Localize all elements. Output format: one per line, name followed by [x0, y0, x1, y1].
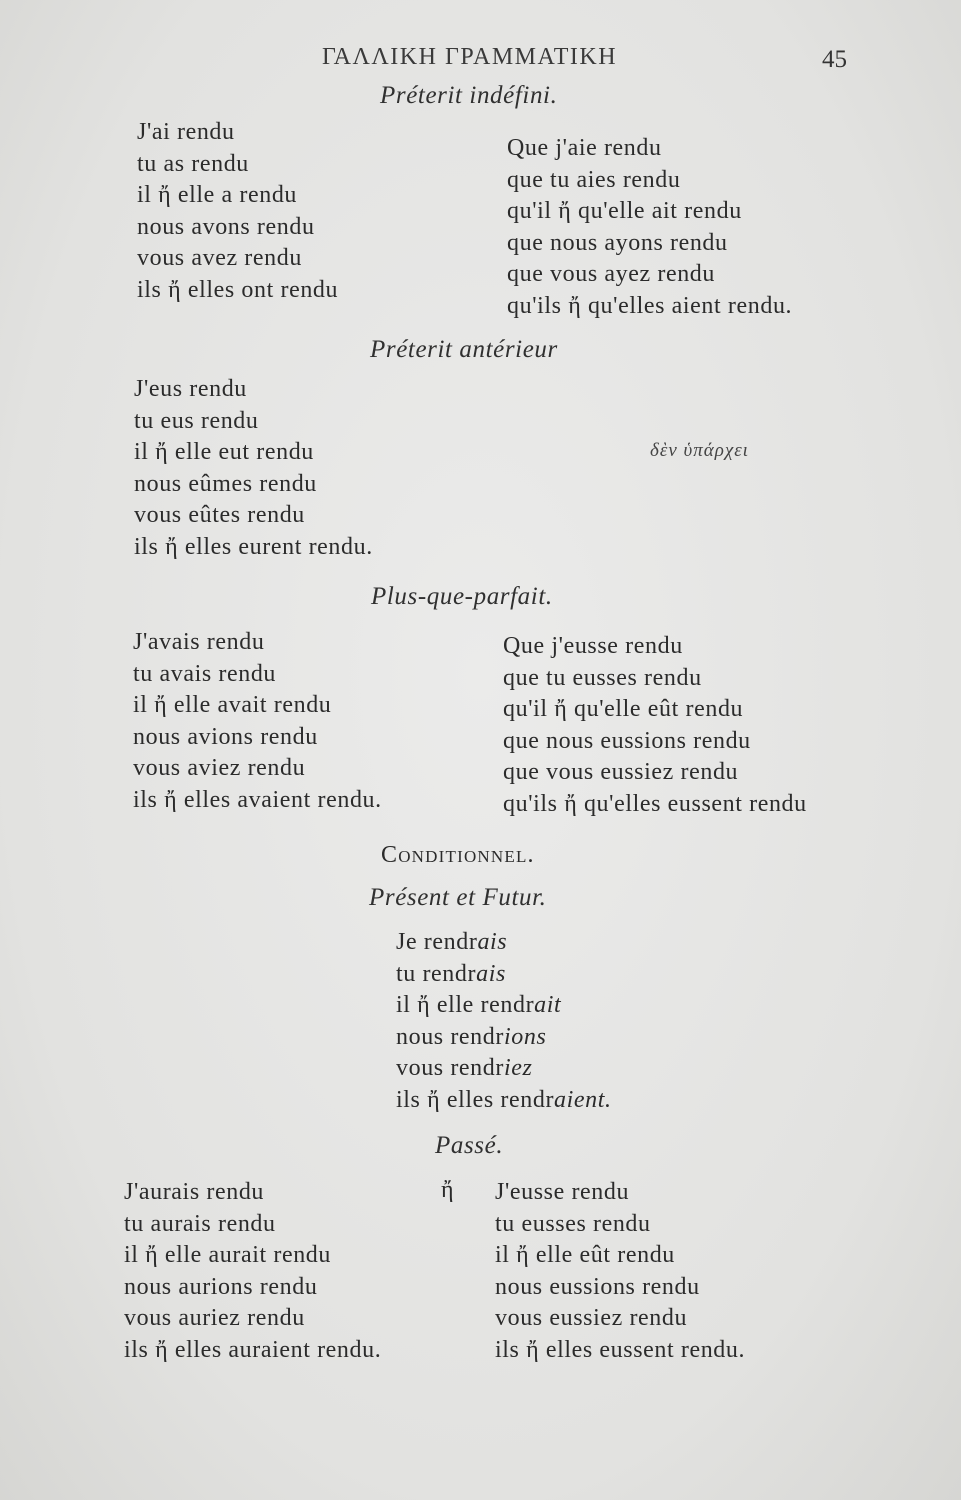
verb-ending: ais — [477, 929, 508, 955]
conjugation-line — [396, 927, 612, 959]
verb-ending: ait — [534, 992, 562, 1018]
verb-stem: tu rendr — [396, 960, 477, 987]
conjugation-line: que nous ayons rendu — [507, 229, 728, 256]
conjugation-line: vous aviez rendu — [133, 755, 306, 781]
conjugation-line: tu as rendu — [137, 150, 249, 177]
section-heading-present-et-futur: Présent et Futur. — [369, 884, 547, 911]
conjugation-line: ils ἤ elles avaient rendu. — [133, 786, 382, 813]
conjugation-line: Que j'eusse rendu — [503, 633, 683, 659]
mood-heading-conditionnel: Conditionnel. — [381, 842, 535, 868]
conjugation-line: qu'ils ἤ qu'elles eussent rendu — [503, 790, 807, 817]
conjugation-line: ils ἤ elles eurent rendu. — [134, 533, 373, 560]
conjugation-line: ils ἤ elles eussent rendu. — [495, 1336, 746, 1363]
conjugation-line: Que j'aie rendu — [507, 135, 662, 161]
verb-stem: ils ἤ elles rendr — [396, 1086, 555, 1113]
verb-ending: ions — [503, 1023, 547, 1050]
conjugation-line: qu'il ἤ qu'elle eût rendu — [503, 696, 744, 722]
conjugation-line: il ἤ elle a rendu — [137, 182, 298, 208]
conjugation-line: vous avez rendu — [137, 245, 302, 271]
conjugation-line: ils ἤ elles auraient rendu. — [124, 1336, 382, 1363]
conjugation-line: tu avais rendu — [133, 660, 277, 687]
conjugation-line: il ἤ elle eut rendu — [134, 439, 314, 465]
conjugation-line: J'aurais rendu — [124, 1179, 265, 1205]
conjugation-line: vous eussiez rendu — [495, 1305, 688, 1331]
conjugation-line: qu'il ἤ qu'elle ait rendu — [507, 198, 742, 224]
conjugation-line: que tu aies rendu — [507, 166, 681, 193]
conjugation-line: que vous ayez rendu — [507, 261, 715, 287]
column-preterit-anterieur — [134, 374, 373, 563]
indicative-column-plus-que-parfait — [133, 627, 382, 816]
first-form-column-passe — [124, 1177, 381, 1366]
conjugation-line: il ἤ elle aurait rendu — [124, 1242, 332, 1268]
verb-ending: ais — [476, 960, 506, 987]
conjugation-line: nous eussions rendu — [495, 1273, 700, 1300]
conjugation-line — [396, 1053, 612, 1085]
conjugation-line: il ἤ elle avait rendu — [133, 692, 332, 718]
verb-stem: il ἤ elle rendr — [396, 992, 535, 1018]
conjugation-line: il ἤ elle eût rendu — [495, 1242, 675, 1268]
conjugation-line: vous auriez rendu — [124, 1305, 305, 1331]
conjugation-line: que tu eusses rendu — [503, 664, 702, 691]
conjugation-line: vous eûtes rendu — [134, 502, 305, 528]
conjugation-line: J'avais rendu — [133, 629, 265, 655]
verb-ending: aient. — [554, 1086, 612, 1113]
handwritten-note: δὲν ὑπάρχει — [650, 440, 749, 461]
conjugation-line: J'eusse rendu — [495, 1179, 630, 1205]
conjugation-line: que vous eussiez rendu — [503, 759, 739, 785]
subjunctive-column-preterit-indefini — [507, 133, 792, 322]
conjugation-line: nous eûmes rendu — [134, 470, 317, 497]
section-heading-passe: Passé. — [435, 1132, 504, 1159]
conjugation-line — [396, 990, 612, 1022]
conjugation-line: tu aurais rendu — [124, 1210, 276, 1237]
section-heading-preterit-indefini: Préterit indéfini. — [380, 82, 558, 109]
conjugation-line: J'ai rendu — [137, 119, 235, 145]
conjugation-line — [396, 1085, 612, 1117]
conjugation-line: J'eus rendu — [134, 376, 247, 402]
second-form-column-passe — [495, 1177, 745, 1366]
verb-stem: nous rendr — [396, 1023, 504, 1050]
conjugation-line — [396, 1022, 612, 1054]
conjugation-line: tu eusses rendu — [495, 1210, 651, 1237]
verb-stem: Je rendr — [396, 929, 478, 955]
page-number: 45 — [822, 46, 847, 73]
column-conditionnel-present — [396, 927, 612, 1116]
conjugation-line: ils ἤ elles ont rendu — [137, 276, 339, 303]
verb-ending: iez — [503, 1055, 533, 1081]
conjugation-line: nous avons rendu — [137, 213, 315, 240]
conjugation-line — [396, 959, 612, 991]
section-heading-preterit-anterieur: Préterit antérieur — [370, 336, 558, 363]
or-separator: ἤ — [441, 1177, 454, 1203]
verb-stem: vous rendr — [396, 1055, 504, 1081]
conjugation-line: que nous eussions rendu — [503, 727, 751, 754]
indicative-column-preterit-indefini — [137, 117, 338, 306]
conjugation-line: nous aurions rendu — [124, 1273, 318, 1300]
conjugation-line: tu eus rendu — [134, 407, 259, 434]
conjugation-line: nous avions rendu — [133, 723, 318, 750]
running-title: ΓΑΛΛΙΚΗ ΓΡΑΜΜΑΤΙΚΗ — [322, 44, 618, 70]
subjunctive-column-plus-que-parfait — [503, 631, 807, 820]
section-heading-plus-que-parfait: Plus-que-parfait. — [371, 583, 553, 610]
conjugation-line: qu'ils ἤ qu'elles aient rendu. — [507, 292, 793, 319]
